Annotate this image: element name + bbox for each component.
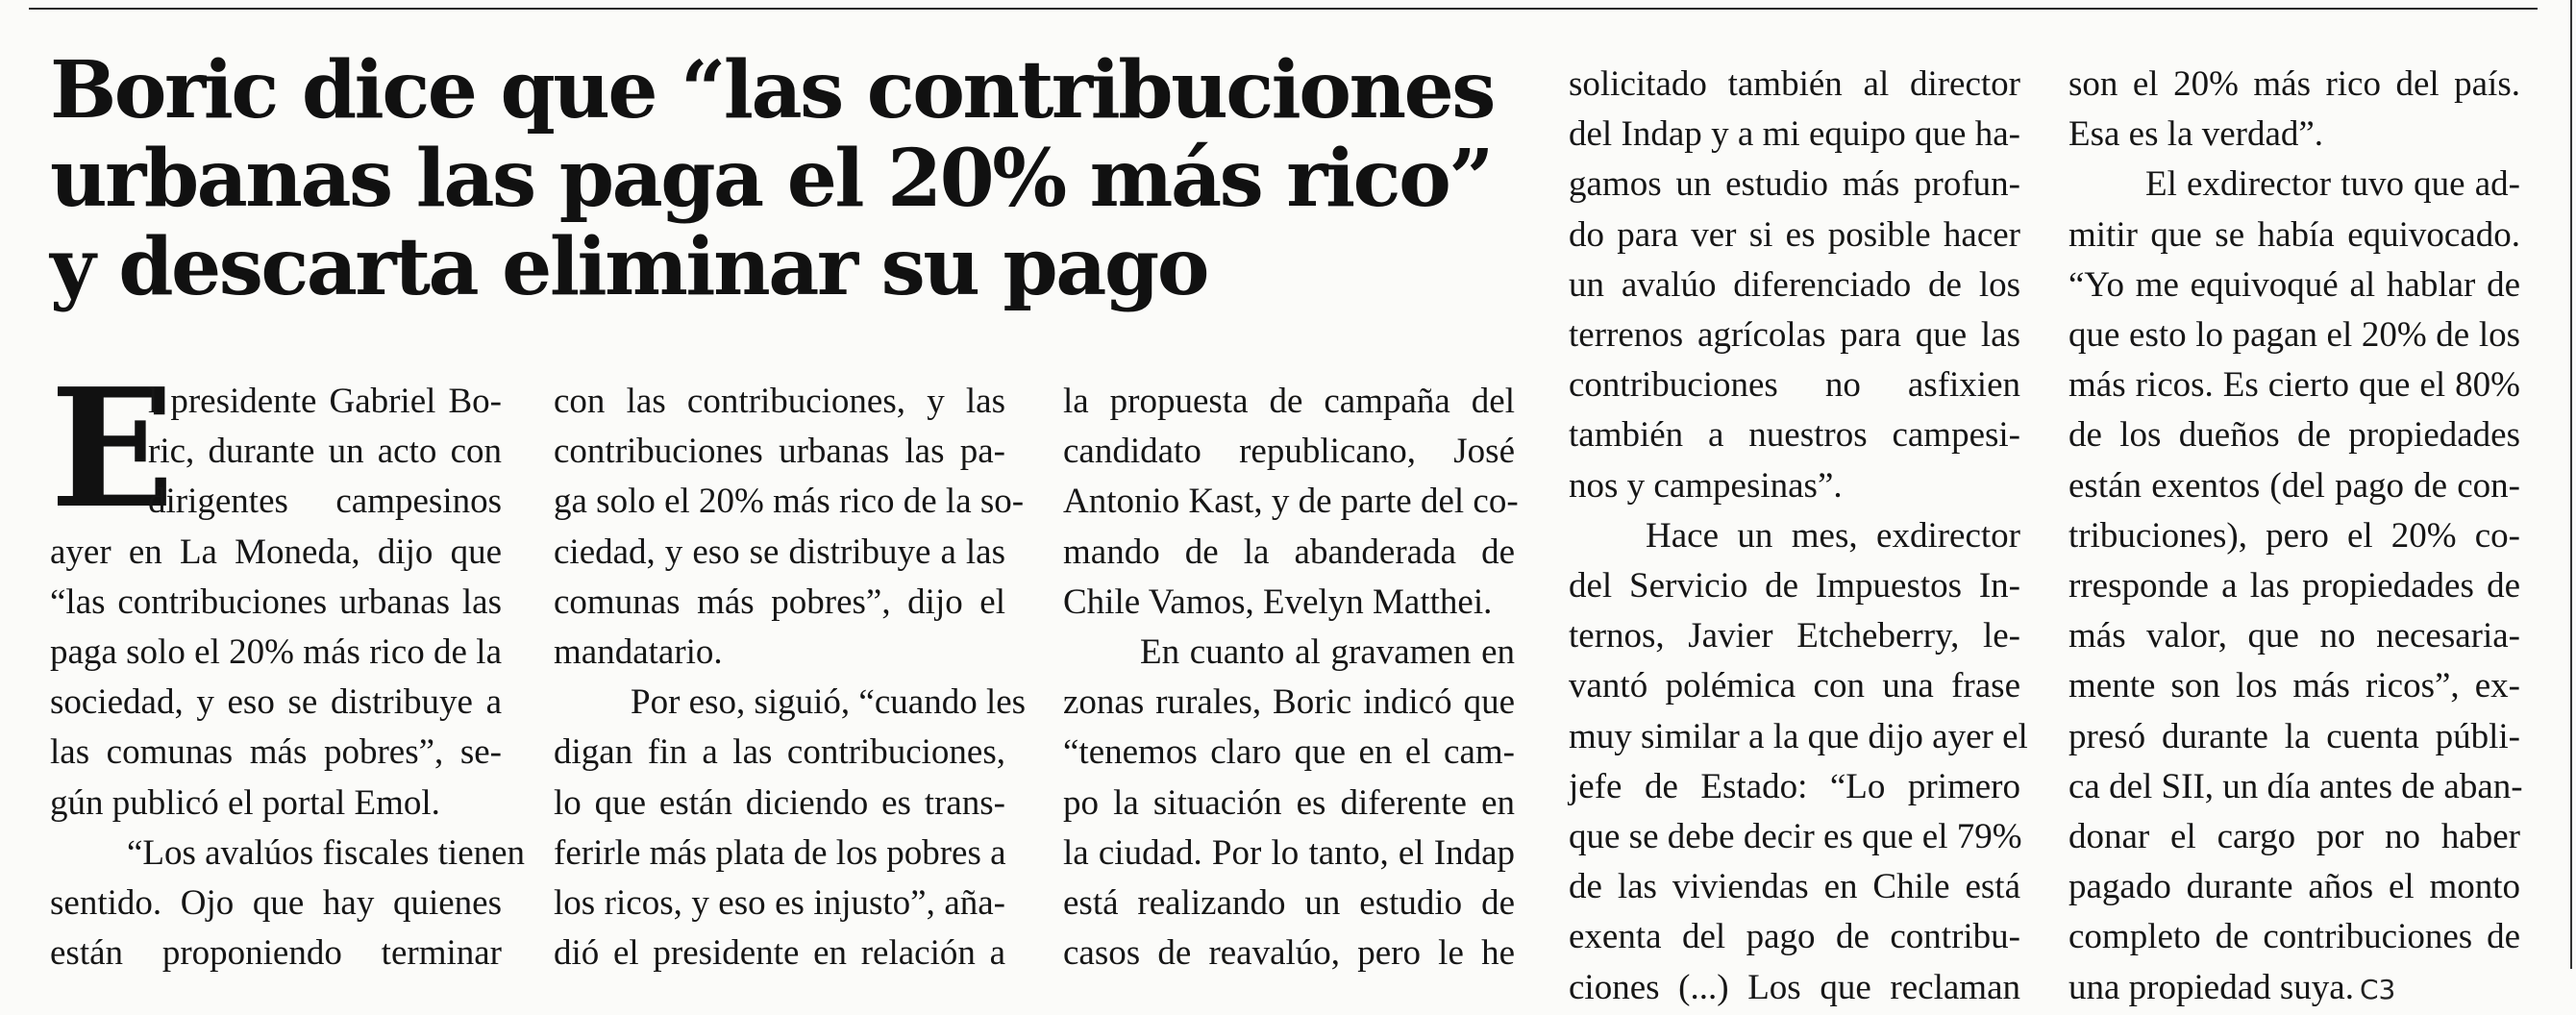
- body-text-line: dió el presidente en relación a: [554, 933, 1005, 974]
- body-text-line: candidato republicano, José: [1063, 432, 1515, 472]
- body-text-line: “las contribuciones urbanas las: [50, 582, 502, 622]
- body-text-line: Antonio Kast, y de parte del co-: [1063, 482, 1519, 522]
- body-text-line: ric, durante un acto con: [148, 432, 502, 472]
- body-text-line: mando de la abanderada de: [1063, 532, 1515, 572]
- body-text-line: ciedad, y eso se distribuye a las: [554, 532, 1005, 572]
- body-text-line: Chile Vamos, Evelyn Matthei.: [1063, 582, 1493, 622]
- body-text-line: terrenos agrícolas para que las: [1569, 315, 2020, 356]
- body-text-line: Esa es la verdad”.: [2068, 114, 2324, 155]
- headline-line: Boric dice que “las contribuciones: [50, 44, 1494, 136]
- body-text-line: casos de reavalúo, pero le he: [1063, 933, 1515, 974]
- body-text-line: de los dueños de propiedades: [2068, 415, 2520, 456]
- body-column-3: [1063, 377, 1519, 978]
- body-text-line: de las viviendas en Chile está: [1569, 867, 2020, 907]
- body-text-line: l presidente Gabriel Bo-: [148, 382, 502, 421]
- body-text-line: una propiedad suya. C3: [2068, 967, 2396, 1007]
- body-text-line: ayer en La Moneda, dijo que: [50, 532, 502, 572]
- body-text-line: gamos un estudio más profun-: [1569, 164, 2020, 205]
- body-text-line: digan fin a las contribuciones,: [554, 732, 1005, 773]
- body-text-line: tribuciones), pero el 20% co-: [2068, 515, 2520, 556]
- headline-line: urbanas las paga el 20% más rico”: [50, 133, 1492, 225]
- body-text-line: presó durante la cuenta públi-: [2068, 716, 2520, 756]
- body-text-line: del Indap y a mi equipo que ha-: [1569, 114, 2020, 155]
- body-text-line: que se debe decir es que el 79%: [1569, 817, 2022, 857]
- body-text-line: lo que están diciendo es trans-: [554, 782, 1005, 823]
- body-text-line: del Servicio de Impuestos In-: [1569, 566, 2020, 607]
- body-text-line: “Yo me equivoqué al hablar de: [2068, 264, 2520, 305]
- body-text-line: nos y campesinas”.: [1569, 465, 1843, 506]
- body-text-line: exenta del pago de contribu-: [1569, 917, 2020, 957]
- body-text-line: sociedad, y eso se distribuye a: [50, 682, 502, 723]
- headline-line: y descarta eliminar su pago: [50, 221, 1207, 313]
- body-text-line: paga solo el 20% más rico de la: [50, 632, 502, 673]
- body-text-line: ciones (...) Los que reclaman: [1569, 967, 2020, 1007]
- body-text-line: que esto lo pagan el 20% de los: [2068, 315, 2520, 356]
- body-text-line: están proponiendo terminar: [50, 933, 502, 974]
- body-text-line: la propuesta de campaña del: [1063, 382, 1515, 421]
- body-text-line: mandatario.: [554, 632, 723, 673]
- body-text-line: los ricos, y eso es injusto”, aña-: [554, 883, 1005, 924]
- body-text-line: la ciudad. Por lo tanto, el Indap: [1063, 832, 1515, 873]
- body-text-line: Hace un mes, exdirector: [1646, 515, 2020, 556]
- body-column-2: [554, 377, 1027, 978]
- body-text-line: ferirle más plata de los pobres a: [554, 832, 1006, 873]
- body-text-line: vantó polémica con una frase: [1569, 666, 2020, 706]
- body-text-line: zonas rurales, Boric indicó que: [1063, 682, 1515, 723]
- body-column-4: [1569, 60, 2028, 1013]
- body-text-line: sentido. Ojo que hay quienes: [50, 883, 502, 924]
- body-text-line: jefe de Estado: “Lo primero: [1569, 766, 2020, 806]
- body-text-line: muy similar a la que dijo ayer el: [1569, 716, 2028, 756]
- body-column-5: [2068, 60, 2523, 1015]
- body-text-line: completo de contribuciones de: [2068, 917, 2520, 957]
- body-text-line: “Los avalúos fiscales tienen: [127, 832, 526, 873]
- body-text-line: está realizando un estudio de: [1063, 883, 1515, 924]
- body-text-line: contribuciones no asfixien: [1569, 365, 2020, 406]
- page-edge-rule: [2570, 0, 2572, 969]
- body-text-line: un avalúo diferenciado de los: [1569, 264, 2020, 305]
- body-text-line: ternos, Javier Etcheberry, le-: [1569, 616, 2020, 656]
- body-text-line: solicitado también al director: [1569, 64, 2020, 104]
- body-text-line: En cuanto al gravamen en: [1140, 632, 1515, 673]
- body-text-line: “tenemos claro que en el cam-: [1063, 732, 1515, 773]
- body-text-line: Por eso, siguió, “cuando les: [631, 682, 1027, 723]
- article-headline: [50, 46, 1530, 311]
- end-of-article-mark: C3: [2359, 973, 2396, 1005]
- body-text-line: comunas más pobres”, dijo el: [554, 582, 1005, 622]
- body-text-line: más ricos. Es cierto que el 80%: [2068, 365, 2520, 406]
- body-text-line: rresponde a las propiedades de: [2068, 566, 2520, 607]
- body-text-line: más valor, que no necesaria-: [2068, 616, 2520, 656]
- body-text-line: son el 20% más rico del país.: [2068, 64, 2520, 104]
- body-text-line: están exentos (del pago de con-: [2068, 465, 2520, 506]
- body-column-1: [50, 353, 526, 978]
- body-text-line: ca del SII, un día antes de aban-: [2068, 766, 2523, 806]
- body-text-line: do para ver si es posible hacer: [1569, 214, 2020, 255]
- body-text-line: contribuciones urbanas las pa-: [554, 432, 1005, 472]
- body-text-line: mitir que se había equivocado.: [2068, 214, 2520, 255]
- top-rule: [29, 8, 2538, 10]
- body-text-line: gún publicó el portal Emol.: [50, 782, 440, 823]
- body-text-line: también a nuestros campesi-: [1569, 415, 2020, 456]
- body-text-line: po la situación es diferente en: [1063, 782, 1515, 823]
- body-text-line: donar el cargo por no haber: [2068, 817, 2520, 857]
- body-text-line: El exdirector tuvo que ad-: [2145, 164, 2520, 205]
- body-text-line: dirigentes campesinos: [148, 482, 502, 522]
- body-text-line: las comunas más pobres”, se-: [50, 732, 502, 773]
- body-text-line: pagado durante años el monto: [2068, 867, 2520, 907]
- body-text-line: ga solo el 20% más rico de la so-: [554, 482, 1025, 522]
- body-text-line: con las contribuciones, y las: [554, 382, 1005, 421]
- drop-cap: E: [50, 353, 175, 545]
- body-text-line: mente son los más ricos”, ex-: [2068, 666, 2520, 706]
